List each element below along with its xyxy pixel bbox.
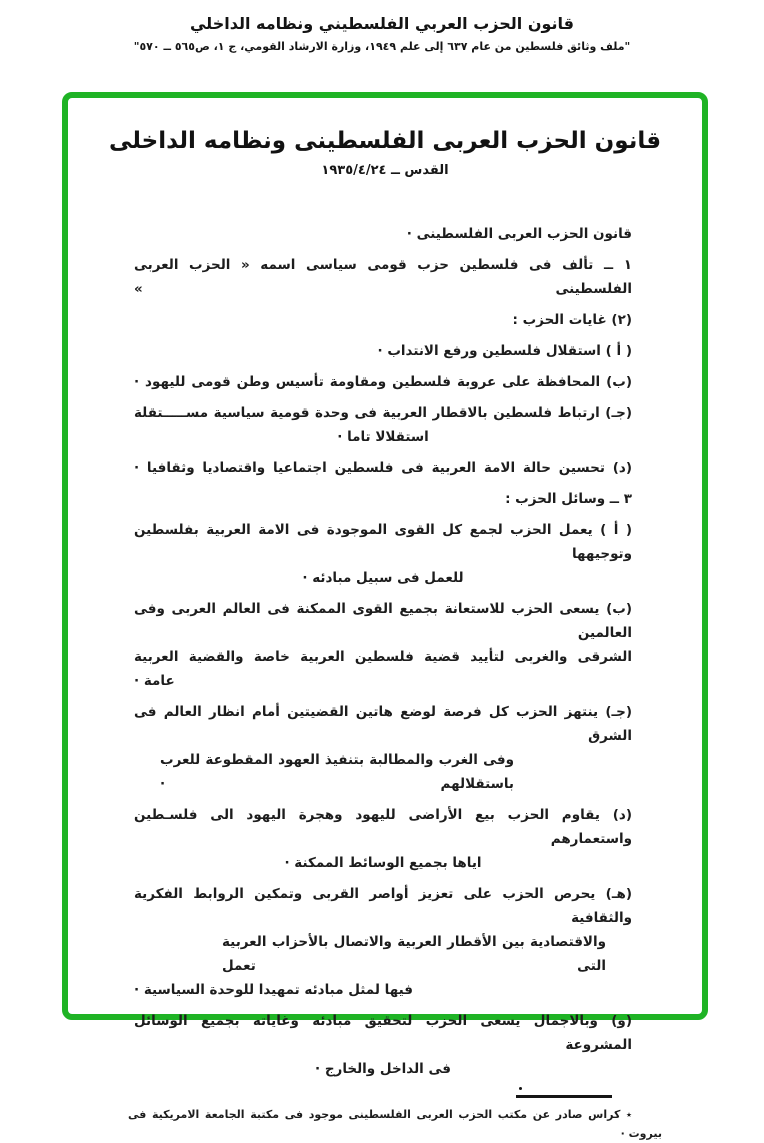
document-line: ١ ــ تألف فى فلسطين حزب قومى سياسى اسمه « الحزب العربى الفلسطينى » <box>134 257 632 297</box>
document-line: والاقتصادية بين الأقطار العربية والاتصال بالأحزاب العربية التى تعمل <box>222 934 606 974</box>
document-line: (د) يقاوم الحزب بيع الأراضى لليهود وهجرة اليهود الى فلسـطين واستعمارهم <box>134 807 632 847</box>
document-line: (٢) غايات الحزب : <box>512 312 632 328</box>
document-title: قانون الحزب العربى الفلسطينى ونظامه الداخلى <box>108 128 662 154</box>
document-body <box>134 222 632 1081</box>
document-line: عامة · <box>134 673 175 689</box>
document-line: ٣ ــ وسائل الحزب : <box>505 491 632 507</box>
footnote-divider <box>516 1095 612 1098</box>
document-line: فيها لمثل مبادئه تمهيدا للوحدة السياسية · <box>134 982 413 998</box>
document-line: للعمل فى سبيل مبادئه · <box>302 570 464 586</box>
document-line: (جـ) ارتباط فلسطين بالاقطار العربية فى وحدة قومية سياسية مســـــتقلة <box>134 405 632 421</box>
document-line: (د) تحسين حالة الامة العربية فى فلسطين اجتماعيا واقتصاديا وثقافيا · <box>134 460 632 476</box>
document-line: (هـ) يحرص الحزب على تعزيز أواصر القربى وتمكين الروابط الفكرية والثقافية <box>134 886 632 926</box>
footnote-text: ٭ كراس صادر عن مكتب الحزب العربى الفلسطينى موجود فى مكتبة الجامعة الامريكية فى <box>128 1108 632 1121</box>
document-line: (و) وبالاجمال يسعى الحزب لتحقيق مبادئه وغاياته بجميع الوسائل المشروعة <box>134 1013 632 1053</box>
document-footnote <box>128 1095 662 1143</box>
document-line: وفى الغرب والمطالبة بتنفيذ العهود المقطوعة للعرب باستقلالهم · <box>160 752 514 792</box>
document-line: ( أ ) استقلال فلسطين ورفع الانتداب · <box>377 343 632 359</box>
document-line: اياها بجميع الوسائط الممكنة · <box>284 855 482 871</box>
document-line: (ب) يسعى الحزب للاستعانة بجميع القوى الممكنة فى العالم العربى وفى العالمين <box>134 601 632 641</box>
page-header-title: قانون الحزب العربي الفلسطيني ونظامه الداخلي <box>189 14 575 33</box>
document-line: (ب) المحافظة على عروبة فلسطين ومقاومة تأسيس وطن قومى لليهود · <box>134 374 632 390</box>
document-dateline: القدس ــ ١٩٣٥/٤/٢٤ <box>321 163 449 178</box>
page-header <box>0 14 764 53</box>
document-line: (جـ) ينتهز الحزب كل فرصة لوضع هاتين القضيتين أمام انظار العالم فى الشرق <box>134 704 632 744</box>
page-header-source: "ملف وثائق فلسطين من عام ٦٣٧ إلى علم ١٩٤٩، وزارة الارشاد القومي، ج ١، ص٥٦٥ ــ ٥٧٠" <box>133 40 631 53</box>
document-line: فى الداخل والخارج · <box>314 1061 451 1077</box>
document-line: قانون الحزب العربى الفلسطينى · <box>406 226 632 242</box>
document-line: استقلالا تاما · <box>337 429 429 445</box>
footnote-continuation: بيروت · <box>620 1127 662 1140</box>
document-line: الشرقى والغربى لتأييد قضية فلسطين العربية خاصة والقضية العربية <box>134 649 632 665</box>
document-frame <box>62 92 708 1140</box>
document-line: ( أ ) يعمل الحزب لجمع كل القوى الموجودة فى الامة العربية بفلسطين وتوجيهها <box>134 522 632 562</box>
